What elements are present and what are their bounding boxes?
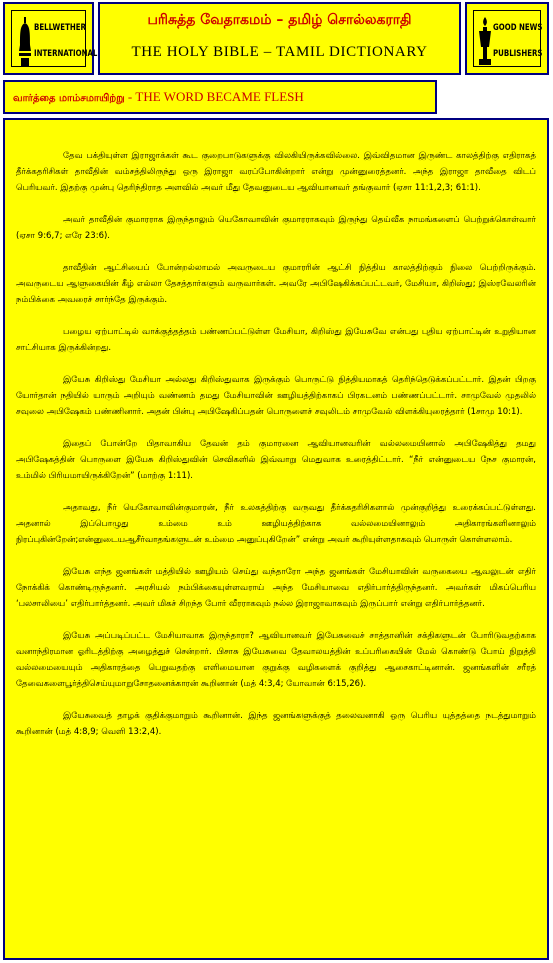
title-english: THE HOLY BIBLE – TAMIL DICTIONARY	[131, 44, 428, 60]
article-body	[3, 118, 549, 960]
logo-text-line2: PUBLISHERS	[493, 49, 543, 59]
paragraph: இயேசு எந்த ஜனங்கள் மத்தியில் ஊழியம் செய்து வந்தாரோ அந்த ஜனங்கள் மேசியாவின் வருகையை ஆவலுடன் எதிர் நோக்கிக் கொண்டிருந்தனர். அரசியல் நம்பிக்கையுள்ளவராய் அந்த மேசியாவை எதிர்பார்த்திருந்தனர். அவர்கள் மிகப்பெரிய ‘பலசாலியை’ எதிர்பார்த்தனர். அவர் மிகச் சிறந்த போர் வீரராகவும் நல்ல இராஜாவாகவும் இருப்பார் என்று எதிர்பார்த்தனர்.	[16, 567, 536, 609]
lamp-icon	[478, 17, 492, 69]
dictionary-title-panel	[98, 2, 461, 75]
paragraph: இதைப் போன்றே பிதாவாகிய தேவன் தம் குமாரனை ஆவியானவரின் வல்லமையினால் அபிஷேகித்து தமது அபிஷேகத்தின் பொருளை இயேசு கிறிஸ்துவின் செவிகளில் இவ்வாறு மெதுவாக உரைத்திட்டார். “நீர் என்னுடைய நேச குமாரன், உம்மில் பிரியமாயிருக்கிறேன்” (மாற்கு 1:11).	[16, 439, 536, 481]
logo-text-line1: BELLWETHER	[34, 23, 86, 33]
paragraph: இயேசுவைத் தாழக் குதிக்குமாறும் கூறினான். இந்த ஜனங்களுக்குத் தலைவனாகி ஒரு பெரிய யுத்தத்தை நடத்துமாறும் கூறினான் (மத் 4:8,9; வெளி 13:2,4).	[16, 711, 536, 737]
paragraph: இயேசு அப்படிப்பட்ட மேசியாவாக இருந்தாரா? ஆவியானவர் இயேசுவைச் சாத்தானின் சக்திகளுடன் போரிடுவதற்காக வனாந்திரமான ஓரிடத்திற்கு அழைத்துச் சென்றார். பிசாசு இயேசுவை தேவாலயத்தின் உப்பரிகையின் மேல் கொண்டு போய் நிறுத்தி வல்லமையையும் அதிகாரத்தை பெறுவதற்கு எளிமையான குறுக்கு வழிகளைக் குறித்து ஆசைகாட்டினான். ஜனங்களின் சரீரத் தேவைகளைபூர்த்திசெய்யுமாறுசோதனைக்காரன் கூறினான் (மத் 4:3,4; யோவான் 6:15,26).	[16, 631, 536, 689]
paragraph: தாவீதின் ஆட்சியைப் போன்றல்லாமல் அவருடைய குமாரரின் ஆட்சி நித்திய காலத்திற்கும் நிலை பெற்றிருக்கும். அவருடைய ஆளுகையின் கீழ் எல்லா தேசத்தார்களும் வருவார்கள். அவரே அபிஷேகிக்கப்பட்டவர், மேசியா, கிறிஸ்து; இஸ்ரவேலரின் நம்பிக்கை அவரைச் சார்ந்தே இருக்கும்.	[16, 263, 536, 305]
logo-text-line2: INTERNATIONAL	[34, 49, 98, 59]
paragraph: அவர் தாவீதின் குமாரராக இருந்தாலும் யெகோவாவின் குமாரராகவும் இருந்து தெய்வீக நாமங்களைப் பெற்றுக்கொள்வார் (ஏசா 9:6,7; எரே 23:6).	[16, 215, 536, 241]
logo-frame	[11, 10, 98, 67]
logo-text-line1: GOOD NEWS	[493, 23, 543, 33]
section-title-english: - THE WORD BECAME FLESH	[124, 89, 304, 104]
paragraph: இயேசு கிறிஸ்து மேசியா அல்லது கிறிஸ்துவாக இருக்கும் பொருட்டு நித்தியமாகத் தெரிந்தெடுக்கப்பட்டார். இதன் பிறகு யோர்தான் நதியில் யாரும் அறியும் வண்ணம் தமது மேசியாவின் ஊழியத்திற்காகப் பிரகடனம் பண்ணப்பட்டார். சாமுவேல் முதலில் சவுலை அபிஷேகம் பண்ணினார். அதன் பின்பு அபிஷேகிப்பதன் பொருளைச் சவுலிடம் சாமுவேல் விளக்கியுரைத்தார் (1சாமு 10:1).	[16, 375, 536, 417]
paragraph: அதாவது, நீர் யெகோவாவின்குமாரன், நீர் உலகத்திற்கு வருவது தீர்க்கதரிசிகளால் முன்குறித்து உரைக்கப்பட்டுள்ளது. அதனால் இப்பொழுது உம்மை உம் ஊழியத்திற்காக வல்லமையினாலும் அதிகாரங்களினாலும் நிரப்புகின்றேன்;என்னுடையஆசீர்வாதங்களுடன் உம்மை அனுப்புகிறேன்” என்று அவர் கூறியுள்ளதாகவும் பொருள் கொள்ளலாம்.	[16, 503, 536, 545]
title-tamil: பரிசுத்த வேதாகமம் – தமிழ் சொல்லகராதி	[147, 12, 412, 28]
logo-frame	[473, 10, 541, 67]
paragraph: பழைய ஏற்பாட்டில் வாக்குத்தத்தம் பண்ணப்பட்டுள்ள மேசியா, கிறிஸ்து இயேசுவே என்பது புதிய ஏற்பாட்டின் உறுதியான சாட்சியாக இருக்கின்றது.	[16, 327, 536, 353]
section-title	[13, 89, 304, 105]
section-header	[3, 80, 437, 114]
bell-icon	[18, 17, 32, 69]
article-content	[16, 148, 536, 756]
section-title-tamil: வார்த்தை மாம்சமாயிற்று	[13, 93, 125, 104]
good-news-logo	[465, 2, 549, 75]
paragraph: தேவ பக்தியுள்ள இராஜாக்கள் கூட குறைபாடுகளுக்கு விலகியிருக்கவில்லை. இவ்விதமான இருண்ட காலத்திற்கு எதிராகத் தீர்க்கதரிசிகள் தாவீதின் வம்சத்திலிருந்து ஒரு இராஜா வரப்போகின்றார் என்று முன்னுரைத்தனர். அந்த இராஜா தாவீதை விடப் பெரியவர். இதற்கு முன்பு தெரிந்திராத அளவில் அவர் மீது தேவனுடைய ஆவியானவர் தங்குவார் (ஏசா 11:1,2,3; 61:1).	[16, 151, 536, 193]
bellwether-logo	[3, 2, 98, 75]
